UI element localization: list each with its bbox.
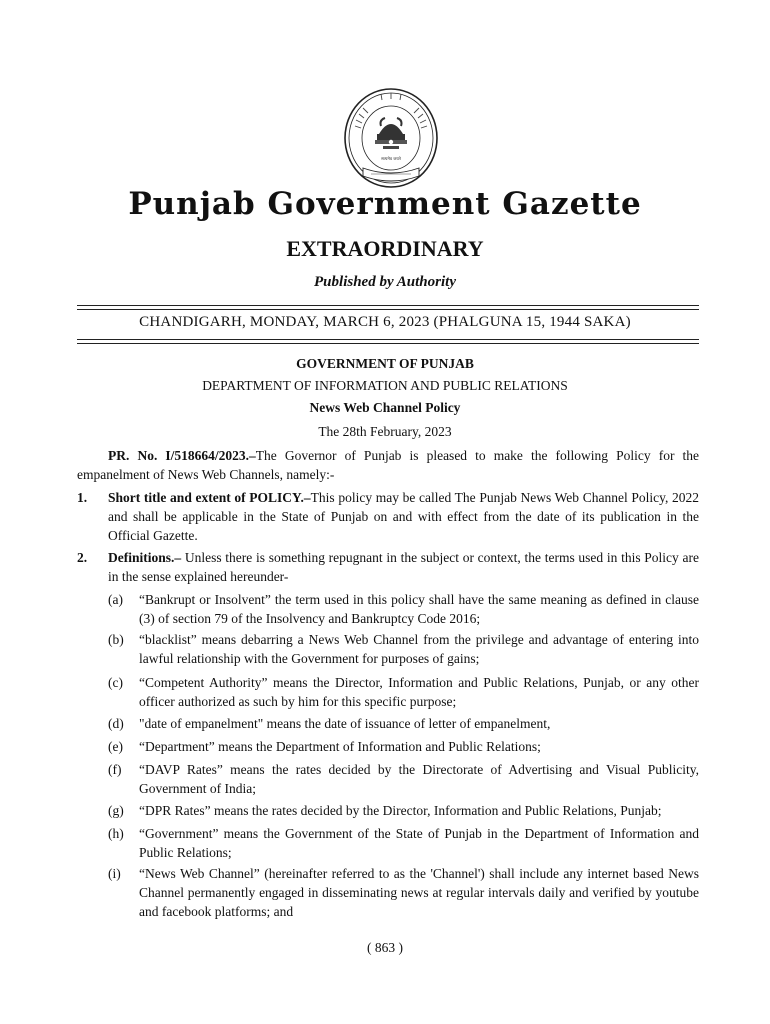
definition-text: “DPR Rates” means the rates decided by the Director, Information and Public Relations, Punjab; — [139, 803, 662, 818]
definition-text: "date of empanelment" means the date of issuance of letter of empanelment, — [139, 716, 551, 731]
notification-date: The 28th February, 2023 — [318, 424, 452, 439]
definition-label: (i) — [108, 866, 121, 881]
definition-text: “blacklist” means debarring a News Web Channel from the privilege and advantage of entering into lawful relationship with the Government for purposes of gains; — [139, 632, 699, 666]
state-emblem-seal — [341, 86, 441, 194]
definition-label: (a) — [108, 592, 123, 607]
rule-bottom-2 — [77, 343, 699, 344]
definition-label: (b) — [108, 632, 124, 647]
section-text: Unless there is something repugnant in the subject or context, the terms used in this Policy are in the sense explained hereunder- — [108, 550, 699, 584]
department-heading: DEPARTMENT OF INFORMATION AND PUBLIC RELATIONS — [202, 378, 568, 393]
definition-text: “Bankrupt or Insolvent” the term used in this policy shall have the same meaning as defined in clause (3) of section 79 of the Insolvency and Bankruptcy Code 2016; — [139, 592, 699, 626]
definition-text: “Competent Authority” means the Director, Information and Public Relations, Punjab, or any other officer authorized as such by him for this specific purpose; — [139, 675, 699, 709]
definition-text: “Department” means the Department of Information and Public Relations; — [139, 739, 541, 754]
svg-text:सत्यमेव जयते: सत्यमेव जयते — [381, 156, 401, 161]
definition-label: (d) — [108, 716, 124, 731]
section-number: 1. — [77, 490, 88, 505]
section-heading: Definitions.– — [108, 550, 182, 565]
definition-text: “DAVP Rates” means the rates decided by the Directorate of Advertising and Visual Publicity, Government of India; — [139, 762, 699, 796]
definition-label: (c) — [108, 675, 123, 690]
page-number: ( 863 ) — [367, 940, 403, 955]
intro-paragraph — [77, 446, 699, 484]
intro-text: The Governor of Punjab is pleased to make the following Policy for the empanelment of News Web Channels, namely:- — [77, 448, 699, 482]
rule-top-2 — [77, 309, 699, 310]
section-number: 2. — [77, 550, 88, 565]
government-heading: GOVERNMENT OF PUNJAB — [296, 356, 474, 371]
extraordinary-heading: EXTRAORDINARY — [286, 236, 484, 261]
notification-number: PR. No. I/518664/2023.– — [108, 448, 256, 463]
policy-title: News Web Channel Policy — [309, 400, 461, 415]
definition-label: (f) — [108, 762, 122, 777]
gazette-masthead: Punjab Government Gazette — [128, 186, 642, 222]
rule-top-1 — [77, 305, 699, 306]
definition-text: “News Web Channel” (hereinafter referred to as the 'Channel') shall include any internet based News Channel permanently engaged in disseminating news at regular intervals daily and verified by youtube and facebook platforms; and — [139, 866, 699, 919]
section-text: This policy may be called The Punjab News Web Channel Policy, 2022 and shall be applicable in the State of Punjab on and with effect from the date of its publication in the Official Gazette. — [108, 490, 700, 543]
rule-bottom-1 — [77, 339, 699, 340]
definition-text: “Government” means the Government of the State of Punjab in the Department of Information and Public Relations; — [139, 826, 699, 860]
definition-label: (g) — [108, 803, 124, 818]
definition-label: (h) — [108, 826, 124, 841]
published-by-authority: Published by Authority — [314, 274, 456, 290]
section-heading: Short title and extent of POLICY.– — [108, 490, 311, 505]
definition-label: (e) — [108, 739, 123, 754]
dateline: CHANDIGARH, MONDAY, MARCH 6, 2023 (PHALGUNA 15, 1944 SAKA) — [139, 314, 631, 330]
